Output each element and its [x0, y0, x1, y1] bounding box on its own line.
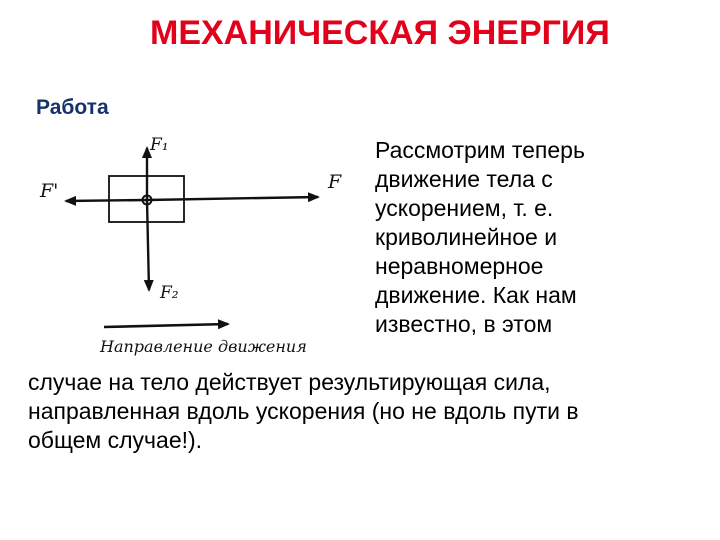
paragraph-line: криволинейное и: [375, 224, 558, 250]
label-f2: F₂: [160, 283, 179, 303]
motion-direction-arrow: [104, 324, 228, 327]
force-arrow-right: [147, 197, 318, 200]
force-arrow-left: [66, 200, 147, 201]
paragraph-bottom: [28, 368, 718, 455]
paragraph-line: направленная вдоль ускорения (но не вдоль пути в: [28, 398, 579, 424]
label-f-left: F': [40, 180, 59, 202]
paragraph-right: [375, 136, 705, 339]
section-heading: Работа: [36, 96, 109, 119]
paragraph-line: общем случае!).: [28, 427, 203, 453]
motion-direction-caption: Направление движения: [100, 337, 307, 356]
paragraph-line: случае на тело действует результирующая сила,: [28, 369, 551, 395]
paragraph-line: известно, в этом: [375, 311, 553, 337]
paragraph-line: неравномерное: [375, 253, 544, 279]
slide-title: МЕХАНИЧЕСКАЯ ЭНЕРГИЯ: [150, 14, 610, 52]
force-arrow-down: [147, 200, 149, 290]
label-f1: F₁: [150, 135, 169, 155]
paragraph-line: движение тела с: [375, 166, 553, 192]
paragraph-line: Рассмотрим теперь: [375, 137, 585, 163]
label-f-right: F: [328, 171, 342, 193]
paragraph-line: движение. Как нам: [375, 282, 577, 308]
paragraph-line: ускорением, т. е.: [375, 195, 554, 221]
